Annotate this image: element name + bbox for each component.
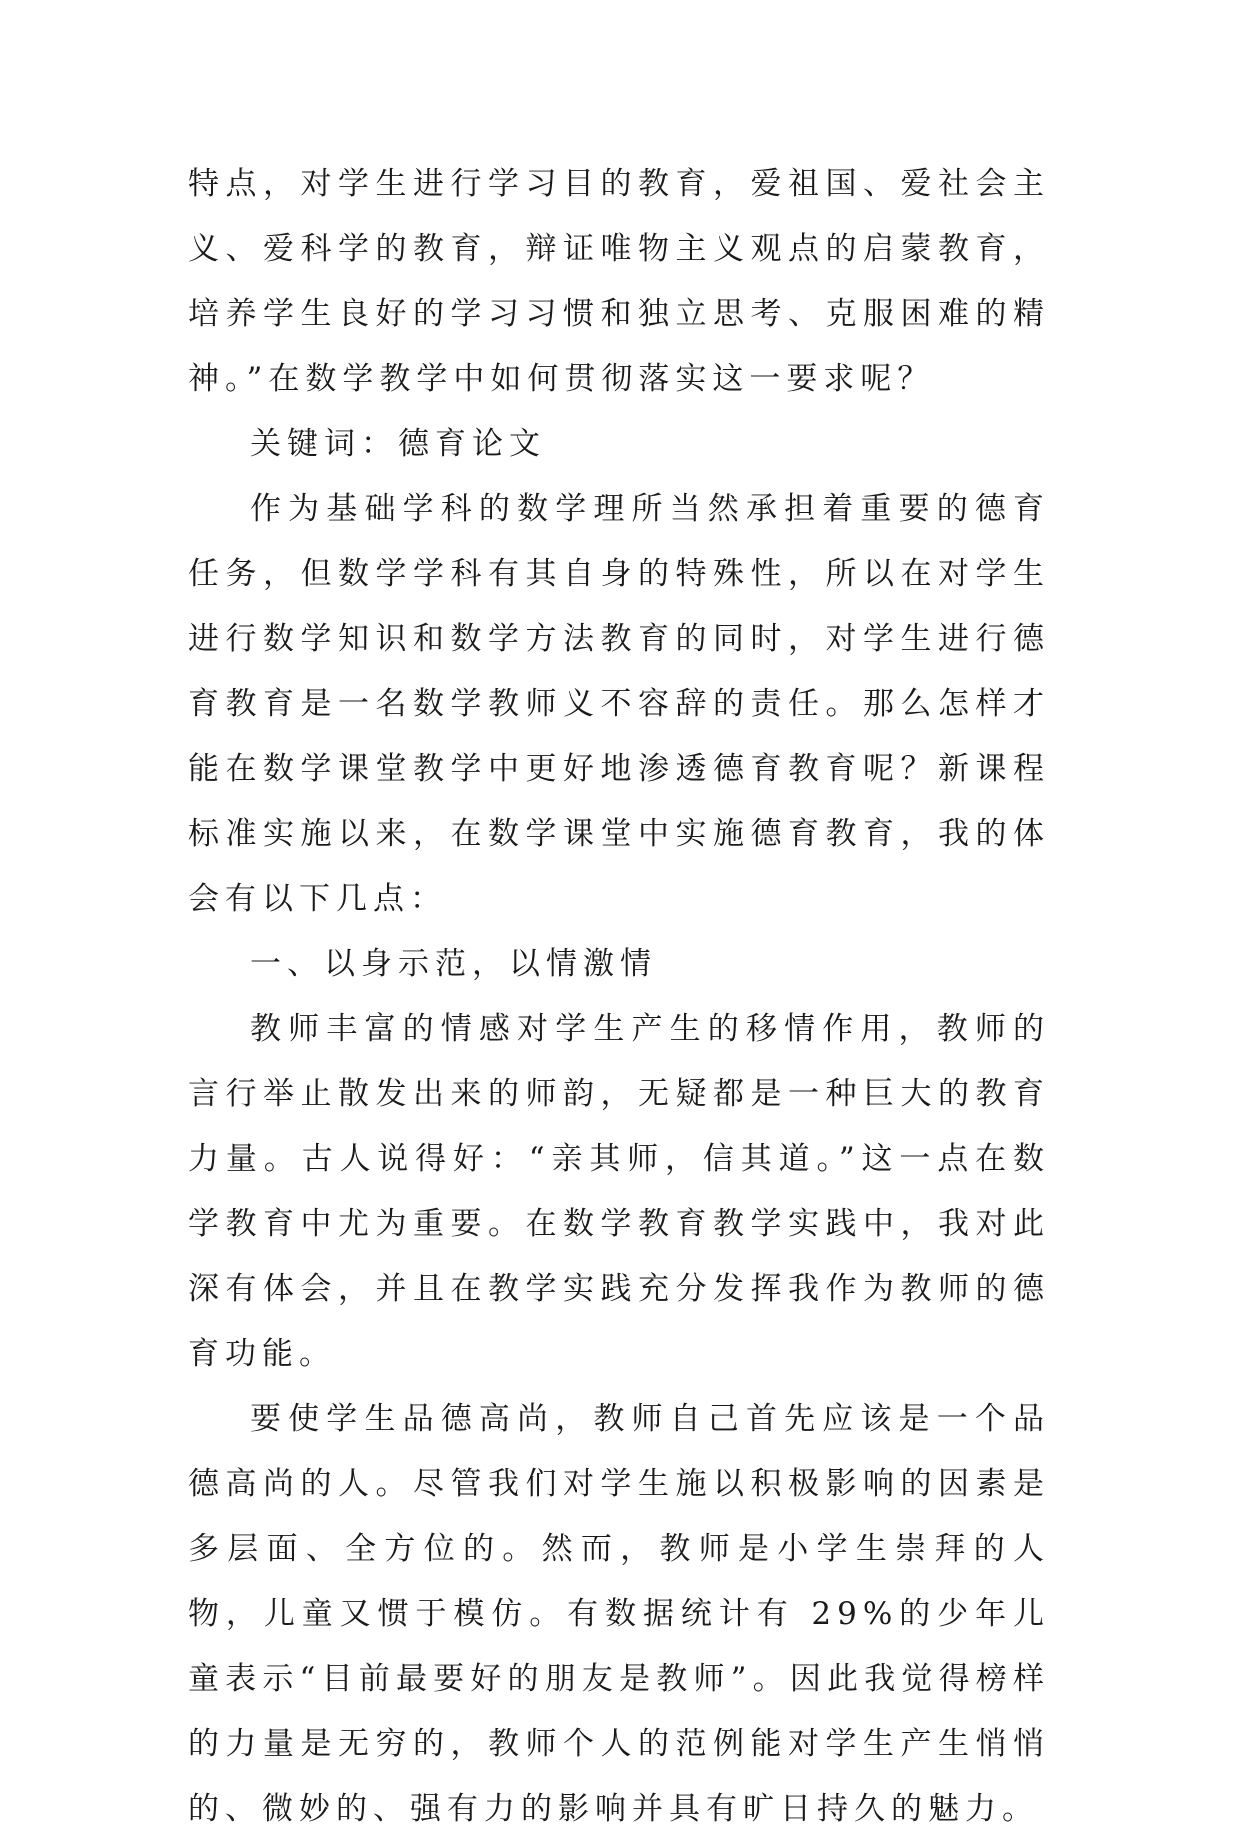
body-paragraph-1: 作为基础学科的数学理所当然承担着重要的德育任务，但数学学科有其自身的特殊性，所以在对学生进行数学知识和数学方法教育的同时，对学生进行德育教育是一名数学教师义不容辞的责任。那么怎样才能在数学课堂教学中更好地渗透德育教育呢？新课程标准实施以来，在数学课堂中实施德育教育，我的体会有以下几点： bbox=[188, 491, 1050, 917]
document-page bbox=[188, 152, 1050, 1842]
section-heading-1: 一、以身示范，以情激情 bbox=[250, 946, 657, 982]
body-paragraph-3: 要使学生品德高尚，教师自己首先应该是一个品德高尚的人。尽管我们对学生施以积极影响的因素是多层面、全方位的。然而，教师是小学生崇拜的人物，儿童又惯于模仿。有数据统计有 29%的少年儿童表示“目前最要好的朋友是教师”。因此我觉得榜样的力量是无穷的，教师个人的范例能对学生产生悄悄的、微妙的、强有力的影响并具有旷日持久的魅力。 bbox=[188, 1401, 1050, 1827]
keywords-line: 关键词：德育论文 bbox=[250, 426, 546, 462]
intro-paragraph: 特点，对学生进行学习目的教育，爱祖国、爱社会主义、爱科学的教育，辩证唯物主义观点的启蒙教育，培养学生良好的学习习惯和独立思考、克服困难的精神。”在数学教学中如何贯彻落实这一要求呢？ bbox=[188, 166, 1050, 397]
body-paragraph-2: 教师丰富的情感对学生产生的移情作用，教师的言行举止散发出来的师韵，无疑都是一种巨大的教育力量。古人说得好：“亲其师，信其道。”这一点在数学教育中尤为重要。在数学教育教学实践中，我对此深有体会，并且在教学实践充分发挥我作为教师的德育功能。 bbox=[188, 1011, 1050, 1372]
